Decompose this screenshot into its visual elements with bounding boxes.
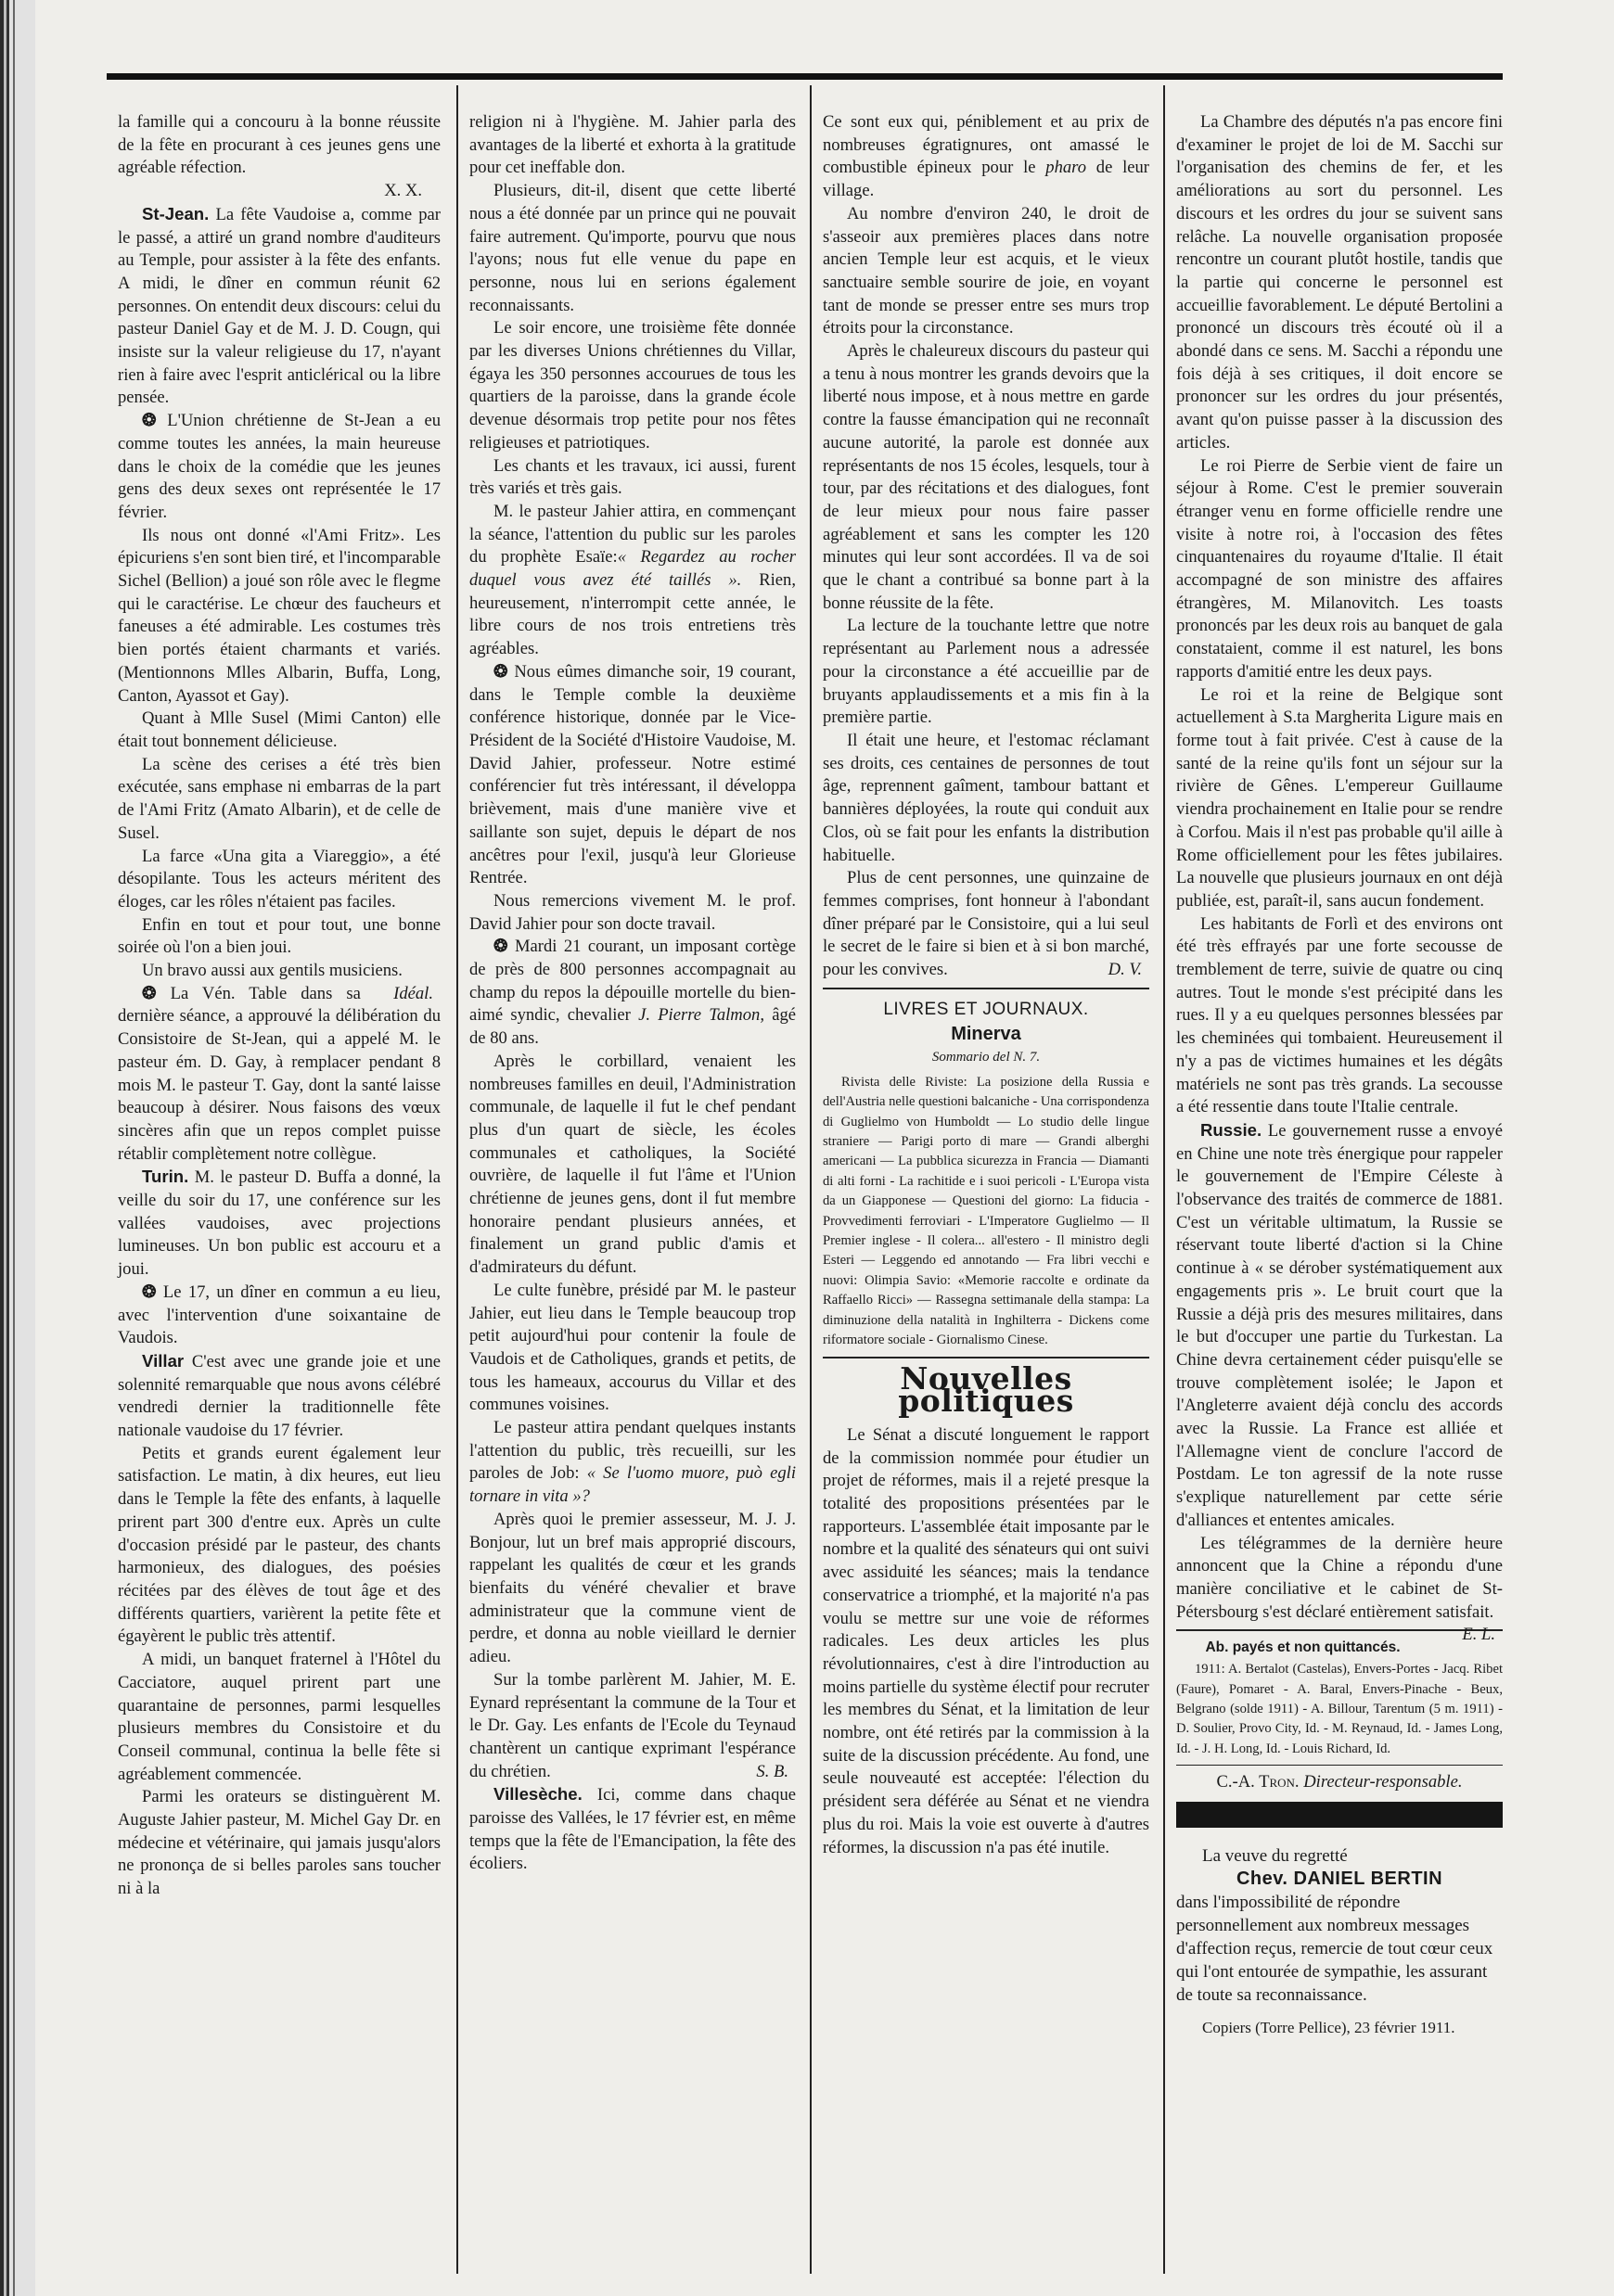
column-4 bbox=[1176, 111, 1503, 2039]
paragraph-text: Le culte funèbre, présidé par M. le pasteur Jahier, eut lieu dans le Temple beaucoup trop petit aujourd'hui pour contenir la foule de Vaudois et de Catholiques, grands et petits, de tous les hameaux, accourus du Villar et des communes voisines. bbox=[469, 1280, 796, 1415]
paragraph-text: C'est avec une grande joie et une solennité remarquable que nous avons célébré vendredi dernier la traditionnelle fête nationale vaudoise du 17 février. bbox=[118, 1351, 441, 1441]
paragraph bbox=[118, 754, 441, 846]
death-notice bbox=[1176, 1844, 1503, 2039]
paragraph-italic: « Se l'uomo muore, può egli tornare in vita »? bbox=[469, 1463, 796, 1507]
notice-intro: La veuve du regretté bbox=[1202, 1845, 1348, 1866]
paragraph-text: Il était une heure, et l'estomac réclamant ses droits, ces centaines de personnes de tout âge, reprennent gaîment, tambour battant et bannières déployées, la route qui conduit aux Clos, où se fait pour les enfants la distribution habituelle. bbox=[823, 730, 1149, 865]
paragraph bbox=[469, 661, 796, 890]
paragraph-lead: Villesèche. bbox=[493, 1784, 583, 1805]
column-1 bbox=[118, 111, 441, 1901]
paragraph-italic: J. Pierre Talmon, bbox=[630, 1005, 764, 1026]
paragraph-text: Le roi Pierre de Serbie vient de faire un séjour à Rome. C'est le premier souverain étranger venu en forme officielle rendre une visite à notre roi, à l'occasion des fêtes cinquantenaires du royaume d'Italie. Il était accompagné de son ministre des affaires étrangères, M. Milanovitch. Les toasts prononcés par les deux rois au banquet de gala constataient, comme il est naturel, les bons rapports d'amitié entre les deux pays. bbox=[1176, 455, 1503, 682]
minerva-subtitle: Sommario del N. 7. bbox=[931, 1050, 1041, 1065]
paragraph bbox=[118, 410, 441, 525]
paragraph-signature: S. B. bbox=[748, 1761, 788, 1781]
paragraph-signature: D. V. bbox=[1099, 960, 1142, 980]
section-divider bbox=[823, 1357, 1149, 1358]
directeur-role: Directeur-responsable. bbox=[1303, 1772, 1463, 1792]
paragraph-text: Quant à Mlle Susel (Mimi Canton) elle était tout bonnement délicieuse. bbox=[118, 708, 441, 751]
paragraph bbox=[469, 180, 796, 317]
paragraph bbox=[469, 501, 796, 661]
paragraph-lead: Villar bbox=[142, 1350, 185, 1371]
paragraph-italic: pharo bbox=[1035, 158, 1087, 178]
paragraph bbox=[118, 203, 441, 410]
paragraph-text: La Vén. Table dans sa dernière séance, a approuvé la délibération du Consistoire de St-Jean, qui a appelé M. le pasteur ém. D. Gay, à remplacer pendant 8 mois M. le pasteur T. Gay, dont la santé laisse beaucoup à désirer. Nous faisons des vœux sincères afin que un repos complet puisse rétablir complètement notre collègue. bbox=[118, 983, 441, 1164]
paragraph-lead: Russie. bbox=[1200, 1119, 1262, 1140]
mourning-bar bbox=[1176, 1802, 1503, 1828]
paragraph-text: Les télégrammes de la dernière heure annoncent que la Chine a répondu d'une manière conciliative et le cabinet de St-Pétersbourg s'est déclaré entièrement satisfait. bbox=[1176, 1533, 1503, 1622]
paragraph-text: La scène des cerises a été très bien exécutée, sans emphase ni embarras de la part de l'Ami Fritz (Amato Albarin), et de celle de Susel. bbox=[118, 754, 441, 843]
directeur-line bbox=[1176, 1771, 1503, 1794]
paragraph bbox=[823, 730, 1149, 867]
paragraph-text: Après quoi le premier assesseur, M. J. J. Bonjour, lut un bref mais approprié discours, rappelant les qualités de cœur et les grands bienfaits du vénéré chevalier et brave administrateur que la commune vient de perdre, et donna au noble vieillard le dernier adieu. bbox=[469, 1509, 796, 1667]
paragraph-text: Le 17, un dîner en commun a eu lieu, avec l'intervention d'une soixantaine de Vaudois. bbox=[118, 1282, 441, 1348]
paragraph-text: La Chambre des députés n'a pas encore fini d'examiner le projet de loi de M. Sacchi sur l'organisation des chemins de fer, et les améliorations au sort du personnel. Les discours et les ordres du jour se suivent sans relâche. La nouvelle organisation proposée rencontre un courant plutôt hostile, tandis que la partie qui concerne le personnel est accueillie favorablement. Le député Bertolini a prononcé un discours très écouté où il a abondé dans ce sens. M. Sacchi a répondu une fois déjà à ses critiques, il doit encore se prononcer sur les ordres du jour présentés, avant qu'on puisse passer à la discussion des articles. bbox=[1176, 112, 1503, 453]
directeur-name: C.-A. Tron. bbox=[1216, 1772, 1300, 1792]
paragraph-lead: Turin. bbox=[142, 1167, 189, 1187]
notice-body: dans l'impossibilité de répondre personnellement aux nombreux messages d'affection reçus, remercie de tout cœur ceux qui l'ont entourée de sympathie, les assurant de toute sa reconnaissance. bbox=[1176, 1892, 1493, 2005]
paragraph bbox=[118, 1350, 441, 1443]
paragraph-text: M. le pasteur Jahier attira, en commençant la séance, l'attention du public sur les paroles du prophète Esaïe: bbox=[469, 501, 796, 568]
paragraph bbox=[823, 340, 1149, 615]
paragraph-text: Un bravo aussi aux gentils musiciens. bbox=[142, 961, 403, 981]
notice-name: Chev. DANIEL BERTIN bbox=[1236, 1868, 1443, 1889]
paragraph-text: Le roi et la reine de Belgique sont actuellement à S.ta Margherita Ligure mais en forme tout à fait privée. C'est à cause de la santé de la reine qu'ils font un séjour sur la rivière de Gênes. L'empereur Guillaume viendra prochainement en Italie pour se rendre à Corfou. Mais il n'est pas probable qu'il aille à Rome officiellement pour les fêtes jubilaires. La nouvelle que plusieurs journaux en ont déjà publiée, est, paraît-il, sans aucun fondement. bbox=[1176, 684, 1503, 911]
top-rule bbox=[107, 73, 1503, 80]
paragraph bbox=[118, 111, 441, 180]
paragraph-lead: St-Jean. bbox=[142, 203, 210, 223]
paragraph bbox=[118, 1282, 441, 1350]
paragraph-text: L'Union chrétienne de St-Jean a eu comme toutes les années, la main heureuse dans le choix de la comédie que les jeunes gens des deux sexes ont représentée le 17 février. bbox=[118, 411, 441, 522]
notice-footer: Copiers (Torre Pellice), 23 février 1911. bbox=[1202, 2018, 1455, 2036]
paragraph-text: Le soir encore, une troisième fête donnée par les diverses Unions chrétiennes du Villar, égaya les 350 personnes accourues de tous les quartiers de la paroisse, dans la grande école devenue désormais trop petite pour nos fêtes religieuses et patriotiques. bbox=[469, 318, 796, 453]
paragraph: X. X. bbox=[384, 181, 422, 201]
paragraph-marker: ❂ bbox=[493, 661, 508, 682]
paragraph bbox=[118, 525, 441, 708]
paragraph-text: Le pasteur attira pendant quelques instants l'attention du public, très recueilli, sur les paroles de Job: bbox=[469, 1418, 796, 1484]
column-4-articles bbox=[1176, 111, 1503, 1645]
paragraph-italic: « Regardez au rocher duquel vous avez été taillés ». bbox=[469, 547, 796, 591]
paragraph-text: Petits et grands eurent également leur satisfaction. Le matin, à dix heures, eut lieu dans le Temple la fête des enfants, à laquelle prirent part 300 d'entre eux. Après un culte d'occasion présidé par le pasteur, des chants harmonieux, des dialogues, des poésies récitées par des élèves de tout âge et des différents quartiers, varièrent la petite fête et égayèrent le public très attentif. bbox=[118, 1443, 441, 1647]
section-divider bbox=[823, 988, 1149, 989]
paragraph-text: Ce sont eux qui, péniblement et au prix de nombreuses égratignures, ont amassé le combustible épineux pour le bbox=[823, 112, 1149, 178]
page-binding-edge bbox=[0, 0, 35, 2296]
minerva-title: Minerva bbox=[951, 1024, 1021, 1045]
column-rule bbox=[810, 85, 812, 2274]
paragraph-text: Ils nous ont donné «l'Ami Fritz». Les épicuriens s'en sont bien tiré, et l'incomparable Sichel (Bellion) a joué son rôle avec le flegme qui le caractérise. Le chœur des faucheurs et faneuses a été admirable. Les costumes très bien portés étaient charmants et variés. (Mentionnons Mlles Albarin, Buffa, Long, Canton, Ayassot et Gay). bbox=[118, 525, 441, 706]
paragraph bbox=[1176, 913, 1503, 1119]
abonnements-list: 1911: A. Bertalot (Castelas), Envers-Portes - Jacq. Ribet (Faure), Pomaret - A. Baral, Envers-Pinache - Beux, Belgrano (solde 1911) - A. Billour, Tarentum (5 m. 1911) - D. Soulier, Provo City, Id. - M. Reynaud, Id. - James Long, Id. - J. H. Long, Id. - Louis Richard, Id. bbox=[1176, 1662, 1503, 1756]
paragraph-text: Enfin en tout et pour tout, une bonne soirée où l'on a bien joui. bbox=[118, 914, 441, 958]
paragraph bbox=[823, 867, 1149, 982]
paragraph-text: de leur village. bbox=[823, 158, 1149, 201]
paragraph bbox=[469, 111, 796, 180]
livres-section bbox=[823, 999, 1149, 1351]
paragraph-text: Nous remercions vivement M. le prof. David Jahier pour son docte travail. bbox=[469, 890, 796, 934]
paragraph bbox=[118, 708, 441, 753]
paragraph-text: âgé de 80 ans. bbox=[469, 1005, 796, 1049]
paragraph bbox=[469, 1417, 796, 1509]
paragraph-text: Ici, comme dans chaque paroisse des Vallées, le 17 février est, en même temps que la fête de l'Emancipation, la fête des écoliers. bbox=[469, 1785, 796, 1874]
abonnements-heading: Ab. payés et non quittancés. bbox=[1205, 1639, 1401, 1656]
paragraph-text: Après le chaleureux discours du pasteur qui a tenu à nous montrer les grands devoirs que la liberté nous impose, et à nous mettre en garde contre la fausse émancipation qui ne reconnaît aucune autorité, la parole est donnée aux représentants de nos 15 écoles, lesquels, tour à tour, par des récitations et des dialogues, font de leur mieux pour nous faire passer agréablement et sans les compter les 120 minutes qui leur sont accordées. Il va de soi que le chant a contribué sa bonne part à la bonne réussite de la fête. bbox=[823, 341, 1149, 613]
paragraph bbox=[118, 983, 441, 1167]
column-rule bbox=[456, 85, 458, 2274]
column-2 bbox=[469, 111, 796, 1876]
paragraph-text: religion ni à l'hygiène. M. Jahier parla des avantages de la liberté et exhorta à la gratitude pour cet ineffable don. bbox=[469, 112, 796, 178]
paragraph-marker: ❂ bbox=[142, 1282, 157, 1302]
nouvelles-section bbox=[823, 1359, 1149, 1860]
abonnements-section bbox=[1176, 1637, 1503, 1759]
paragraph-text: Après le corbillard, venaient les nombreuses familles en deuil, l'Administration communale, de laquelle il fut le chef pendant plus d'un quart de siècle, les écoles communales et catholiques, la Société ouvrière, de laquelle il fut l'âme et l'Union chrétienne de jeunes gens, dont il fut membre honoraire pendant plusieurs années, et finalement un grand public d'amis et d'admirateurs du défunt. bbox=[469, 1051, 796, 1278]
paragraph-text: Au nombre d'environ 240, le droit de s'asseoir aux premières places dans notre ancien Temple leur est acquis, et le vieux sanctuaire semble sourire de joie, en voyant tant de monde se presser entre ses murs trop étroits pour la circonstance. bbox=[823, 203, 1149, 338]
paragraph bbox=[469, 1509, 796, 1669]
paragraph-signature: Idéal. bbox=[384, 983, 433, 1003]
column-rule bbox=[1163, 85, 1165, 2274]
paragraph-text: Nous eûmes dimanche soir, 19 courant, dans le Temple comble la deuxième conférence historique, donnée par le Vice-Président de la Société d'Histoire Vaudoise, M. David Jahier, professeur. Notre estimé conférencier fut très intéressant, il développa brièvement, mais d'une manière vive et saillante son sujet, depuis le départ de nos ancêtres pour l'exil, jusqu'à leur Glorieuse Rentrée. bbox=[469, 661, 796, 888]
paragraph-text: Plus de cent personnes, une quinzaine de femmes comprises, font honneur à l'abondant dîner préparé par le Consistoire, qui a lui seul le secret de le faire si bien et à si bon marché, pour les convives. bbox=[823, 868, 1149, 980]
paragraph bbox=[469, 936, 796, 1051]
paragraph bbox=[1176, 455, 1503, 684]
paragraph bbox=[118, 1443, 441, 1649]
paragraph-text: Rien, heureusement, n'interrompit cette année, le libre cours de nos trois entretiens très agréables. bbox=[469, 570, 796, 659]
paragraph-signature: E. L. bbox=[1454, 1625, 1495, 1645]
paragraph bbox=[1176, 1119, 1503, 1533]
paragraph bbox=[469, 1783, 796, 1876]
paragraph bbox=[118, 1786, 441, 1901]
paragraph bbox=[118, 846, 441, 914]
paragraph-text: La lecture de la touchante lettre que notre représentant au Parlement nous a adressée pour la circonstance a été accueillie par de bruyants applaudissements et a mis fin à la première partie. bbox=[823, 616, 1149, 728]
paragraph bbox=[1176, 684, 1503, 913]
paragraph bbox=[118, 1649, 441, 1786]
paragraph bbox=[118, 960, 441, 1003]
paragraph-marker: ❂ bbox=[142, 411, 157, 431]
column-3-articles bbox=[823, 111, 1149, 982]
paragraph-text: Les habitants de Forlì et des environs ont été très effrayés par une forte secousse de tremblement de terre, suivie de quatre ou cinq autres. Tout le monde s'est précipité dans les rues. Il y a eu quelques personnes blessées par les cheminées qui tombaient. Heureusement il n'y a pas de victimes humaines et les dégâts matériels ne sont pas très grands. La secousse a été ressentie dans toute l'Italie centrale. bbox=[1176, 913, 1503, 1117]
paragraph-text: Plusieurs, dit-il, disent que cette liberté nous a été donnée par un prince qui ne pouvait faire autrement. Qu'importe, pourvu que nous l'ayons; nous fut elle venue du pape en personne, nous lui en serions également reconnaissants. bbox=[469, 181, 796, 315]
paragraph bbox=[1176, 1533, 1503, 1645]
paragraph bbox=[823, 111, 1149, 203]
paragraph-marker: ❂ bbox=[142, 983, 157, 1003]
livres-heading: LIVRES ET JOURNAUX. bbox=[883, 999, 1089, 1019]
paragraph-text: Sur la tombe parlèrent M. Jahier, M. E. Eynard représentant la commune de la Tour et le Dr. Gay. Les enfants de l'Ecole du Teynaud chantèrent un cantique exprimant l'espérance du chrétien. bbox=[469, 1669, 796, 1781]
paragraph bbox=[118, 914, 441, 960]
column-3 bbox=[823, 111, 1149, 1859]
paragraph-text: A midi, un banquet fraternel à l'Hôtel du Cacciatore, auquel prirent part une quarantaine de personnes, parmi lesquelles plusieurs membres du Consistoire et du Conseil communal, continua la belle fête si agréablement commencée. bbox=[118, 1650, 441, 1784]
paragraph bbox=[469, 890, 796, 936]
paragraph bbox=[469, 317, 796, 454]
paragraph bbox=[469, 455, 796, 501]
minerva-summary: Rivista delle Riviste: La posizione della Russia e dell'Austria nelle questioni balcaniche - Una corrispondenza di Guglielmo von Humboldt — Lo studio delle lingue straniere — Parigi porto di mare — Grandi alberghi americani — La pubblica sicurezza in Francia — Diamanti di alti forni - La rachitide e i suoi pericoli - L'Europa vista da un Giapponese — Questioni del giorno: La fiducia - Provvedimenti ferroviari - L'Imperatore Guglielmo — Il Premier inglese - Il colera... all'estero - Il ministro degli Esteri — Leggendo ed annotando — Fra libri vecchi e nuovi: Olimpia Savio: «Memorie raccolte e ordinate da Raffaello Ricci» — Rassegna settimanale della stampa: La diminuzione della natalità in Inghilterra - Dickens come riformatore sociale - Giornalismo Cinese. bbox=[823, 1074, 1149, 1348]
section-divider bbox=[1176, 1765, 1503, 1766]
paragraph bbox=[823, 203, 1149, 340]
paragraph-text: la famille qui a concouru à la bonne réussite de la fête en procurant à ces jeunes gens une agréable réfection. bbox=[118, 112, 441, 178]
paragraph-text: La fête Vaudoise a, comme par le passé, a attiré un grand nombre d'auditeurs au Temple, pour assister à la fête des enfants. A midi, le dîner en commun réunit 62 personnes. On entendit deux discours: celui du pasteur Daniel Gay et de M. J. D. Cougn, qui insiste sur la valeur religieuse du 17, n'ayant rien à faire avec l'esprit anticlérical ou la libre pensée. bbox=[118, 204, 441, 408]
paragraph-text: Mardi 21 courant, un imposant cortège de près de 800 personnes accompagnait au champ du repos la dépouille mortelle du bien-aimé syndic, chevalier bbox=[469, 937, 796, 1026]
paragraph bbox=[469, 1669, 796, 1784]
paragraph bbox=[469, 1051, 796, 1280]
paragraph-text: Parmi les orateurs se distinguèrent M. Auguste Jahier pasteur, M. Michel Gay Dr. en médecine et vétérinaire, qui jamais jusqu'alors ne prononça de si belles paroles sans toucher ni à la bbox=[118, 1787, 441, 1899]
paragraph bbox=[469, 1280, 796, 1417]
paragraph bbox=[1176, 111, 1503, 455]
paragraph-marker: ❂ bbox=[493, 937, 508, 957]
paragraph-text: M. le pasteur D. Buffa a donné, la veille du soir du 17, une conférence sur les vallées vaudoises, avec projections lumineuses. Un bon public est accouru et a joui. bbox=[118, 1167, 441, 1280]
nouvelles-heading: Nouvelles politiques bbox=[898, 1359, 1074, 1420]
paragraph-text: Les chants et les travaux, ici aussi, furent très variés et très gais. bbox=[469, 455, 796, 499]
nouvelles-body: Le Sénat a discuté longuement le rapport de la commission nommée pour étudier un projet de réformes, mais il a rejeté presque la totalité des propositions présentées par le rapporteurs. L'assemblée était imposante par le nombre et la qualité des sénateurs qui ont suivi avec assiduité les séances; mais la tendance conservatrice a triomphé, et la majorité n'a pas voulu se mettre sur une voie de réformes radicales. Les deux articles les plus révolutionnaires, c'est à dire l'introduction au moins partielle du système électif pour recruter les membres du Sénat, et la limitation de leur nombre, ont été retirés par la commission à la suite de la discussion précédente. Au fond, une seule nouveauté est acceptée: l'élection du président sera déférée au Sénat et ne viendra plus du roi. Mais la voie est ouverte à d'autres réformes, la discussion n'a pas été inutile. bbox=[823, 1424, 1149, 1857]
paragraph bbox=[823, 615, 1149, 730]
paragraph bbox=[118, 1166, 441, 1282]
paragraph-text: La farce «Una gita a Viareggio», a été désopilante. Tous les acteurs méritent des éloges, car les rôles n'étaient pas faciles. bbox=[118, 846, 441, 912]
paragraph-text: Le gouvernement russe a envoyé en Chine une note très énergique pour rappeler le gouvernement de l'Empire Céleste à l'observance des traités de commerce de 1881. C'est un véritable ultimatum, la Russie se réservant toute liberté d'action si la Chine continue à « se dérober systématiquement aux engagements pris ». Le bruit court que la Russie a déjà pris des mesures militaires, dans le but d'occuper une partie du Turkestan. La Chine devra certainement céder puisqu'elle se trouve complètement isolée; le Japon et l'Angleterre avaient déjà conclu des accords avec la Russie. La France est alliée et l'Allemagne vient de conclure l'accord de Postdam. Le ton agressif de la note russe s'explique naturellement par cette série d'alliances et ententes amicales. bbox=[1176, 1120, 1503, 1530]
